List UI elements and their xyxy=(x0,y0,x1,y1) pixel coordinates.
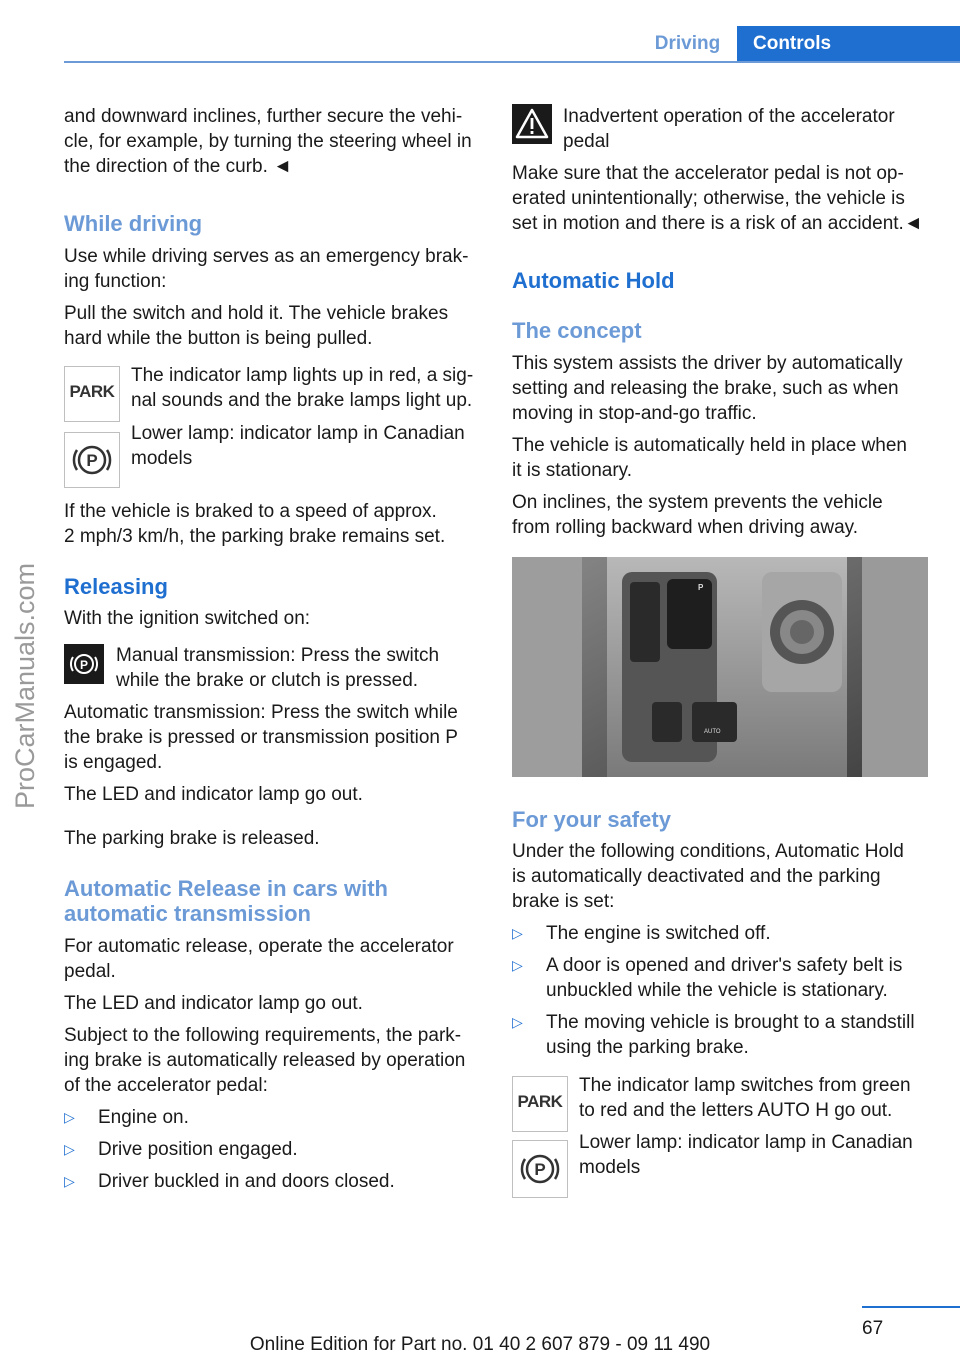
list-item-continued: unbuckled while the vehicle is stationary. xyxy=(546,980,888,1001)
svg-text:P: P xyxy=(79,658,89,672)
bullet-marker: ▷ xyxy=(512,1014,523,1030)
safety-line-1: Under the following conditions, Automatic Hold xyxy=(512,841,904,862)
list-item: Engine on. xyxy=(98,1107,189,1128)
intro-line-2: cle, for example, by turning the steering wheel in xyxy=(64,131,472,152)
park-lamp-icon: PARK xyxy=(512,1076,568,1132)
concept-line-7: from rolling backward when driving away. xyxy=(512,517,859,538)
lower-lamp-line-1: Lower lamp: indicator lamp in Canadian xyxy=(131,423,465,444)
warning-icon xyxy=(512,104,552,144)
footer-rule xyxy=(862,1306,960,1308)
wd-line-1: Use while driving serves as an emergency brak- xyxy=(64,246,469,267)
safety-line-2: is automatically deactivated and the parking xyxy=(512,866,881,887)
led-out-line-2: The LED and indicator lamp go out. xyxy=(64,993,363,1014)
list-item: A door is opened and driver's safety belt is xyxy=(546,955,903,976)
park-lamp-icon: PARK xyxy=(64,366,120,422)
parking-brake-switch-icon xyxy=(64,644,104,684)
svg-text:P: P xyxy=(534,1160,546,1179)
manual-line-1: Manual transmission: Press the switch xyxy=(116,645,440,666)
concept-line-5: it is stationary. xyxy=(512,460,633,481)
heading-automatic-release-1: Automatic Release in cars with xyxy=(64,876,388,901)
parking-brake-lamp-icon xyxy=(64,432,120,488)
auto-line-1: Automatic transmission: Press the switch while xyxy=(64,702,458,723)
list-item-continued: using the parking brake. xyxy=(546,1037,749,1058)
wd-line-4: hard while the button is being pulled. xyxy=(64,328,373,349)
warning-body-line-3: set in motion and there is a risk of an accident.◄ xyxy=(512,213,923,234)
req-line-2: ing brake is automatically released by operation xyxy=(64,1050,466,1071)
intro-line-3: the direction of the curb. ◄ xyxy=(64,156,292,177)
bullet-marker: ▷ xyxy=(64,1173,75,1189)
led-out-line-1: The LED and indicator lamp go out. xyxy=(64,784,363,805)
req-line-3: of the accelerator pedal: xyxy=(64,1075,268,1096)
svg-text:P: P xyxy=(86,451,98,470)
releasing-line-1: With the ignition switched on: xyxy=(64,608,311,629)
ar-line-2: pedal. xyxy=(64,961,116,982)
page-number: 67 xyxy=(862,1318,884,1339)
header-tab-controls: Controls xyxy=(737,26,960,61)
indicator-line-2: to red and the letters AUTO H go out. xyxy=(579,1100,893,1121)
heading-the-concept: The concept xyxy=(512,318,642,343)
park-note-line-1: The indicator lamp lights up in red, a sig- xyxy=(131,365,474,386)
list-item: Drive position engaged. xyxy=(98,1139,298,1160)
concept-line-1: This system assists the driver by automatically xyxy=(512,353,903,374)
lower-lamp-line-1: Lower lamp: indicator lamp in Canadian xyxy=(579,1132,913,1153)
header-tab-driving: Driving xyxy=(654,33,721,54)
auto-line-3: is engaged. xyxy=(64,752,163,773)
wd-line-3: Pull the switch and hold it. The vehicle brakes xyxy=(64,303,449,324)
req-line-1: Subject to the following requirements, the park- xyxy=(64,1025,462,1046)
speed-line-2: 2 mph/3 km/h, the parking brake remains set. xyxy=(64,526,446,547)
released-line: The parking brake is released. xyxy=(64,828,320,849)
list-item: Driver buckled in and doors closed. xyxy=(98,1171,395,1192)
intro-line-1: and downward inclines, further secure the vehi- xyxy=(64,106,463,127)
header-rule xyxy=(64,61,960,63)
concept-line-3: moving in stop-and-go traffic. xyxy=(512,403,757,424)
heading-automatic-release-2: automatic transmission xyxy=(64,901,311,926)
concept-line-4: The vehicle is automatically held in place when xyxy=(512,435,907,456)
heading-while-driving: While driving xyxy=(64,211,203,236)
wd-line-2: ing function: xyxy=(64,271,167,292)
bullet-marker: ▷ xyxy=(64,1109,75,1125)
svg-text:P: P xyxy=(698,583,704,592)
indicator-line-1: The indicator lamp switches from green xyxy=(579,1075,911,1096)
heading-automatic-hold: Automatic Hold xyxy=(512,268,675,293)
park-note-line-2: nal sounds and the brake lamps light up. xyxy=(131,390,473,411)
manual-line-2: while the brake or clutch is pressed. xyxy=(116,670,419,691)
heading-releasing: Releasing xyxy=(64,574,168,599)
warning-title-line-1: Inadvertent operation of the accelerator xyxy=(563,106,895,127)
safety-line-3: brake is set: xyxy=(512,891,615,912)
auto-line-2: the brake is pressed or transmission position P xyxy=(64,727,458,748)
concept-line-6: On inclines, the system prevents the vehicle xyxy=(512,492,883,513)
svg-text:AUTO: AUTO xyxy=(704,729,721,735)
parking-brake-lamp-icon xyxy=(512,1140,568,1198)
console-photo xyxy=(512,557,928,777)
heading-for-your-safety: For your safety xyxy=(512,807,671,832)
bullet-marker: ▷ xyxy=(512,925,523,941)
lower-lamp-line-2: models xyxy=(579,1157,641,1178)
warning-body-line-2: erated unintentionally; otherwise, the vehicle is xyxy=(512,188,905,209)
ar-line-1: For automatic release, operate the accelerator xyxy=(64,936,454,957)
concept-line-2: setting and releasing the brake, such as when xyxy=(512,378,899,399)
list-item: The engine is switched off. xyxy=(546,923,771,944)
footer-edition: Online Edition for Part no. 01 40 2 607 879 - 09 11 490 xyxy=(249,1334,711,1355)
speed-line-1: If the vehicle is braked to a speed of approx. xyxy=(64,501,437,522)
warning-title-line-2: pedal xyxy=(563,131,610,152)
watermark: ProCarManuals.com xyxy=(10,562,40,810)
bullet-marker: ▷ xyxy=(512,957,523,973)
bullet-marker: ▷ xyxy=(64,1141,75,1157)
lower-lamp-line-2: models xyxy=(131,448,193,469)
warning-body-line-1: Make sure that the accelerator pedal is not op- xyxy=(512,163,904,184)
list-item: The moving vehicle is brought to a standstill xyxy=(546,1012,915,1033)
